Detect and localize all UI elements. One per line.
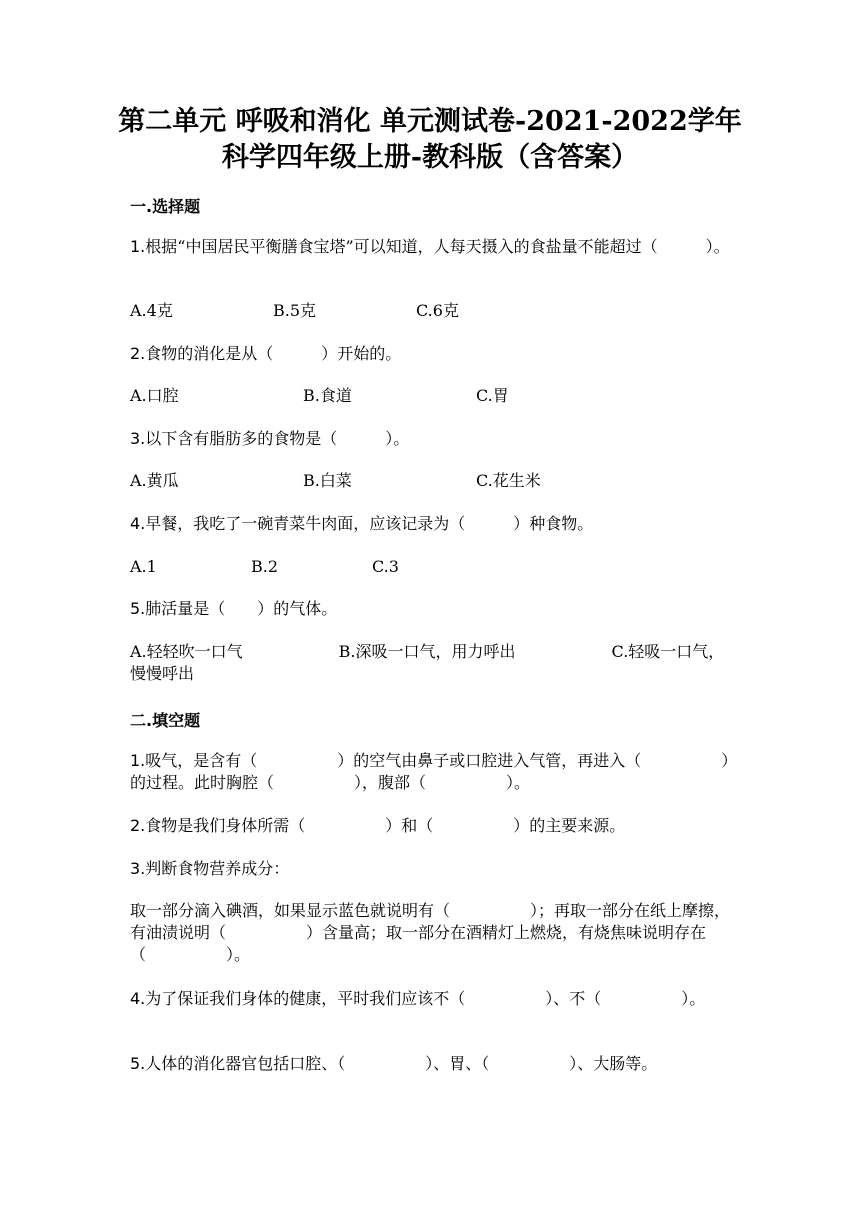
option-a: A.轻轻吹一口气 [130,642,243,661]
question-number: 2. [130,816,146,835]
question-3 [130,428,730,450]
question-text: 人体的消化器官包括口腔、（ ）、胃、（ ）、大肠等。 [145,1054,658,1073]
options-q5 [130,641,730,685]
section-heading-fill: 二.填空题 [130,711,201,730]
fill-question-3-detail [130,900,730,966]
question-text: 吸气，是含有（ ）的空气由鼻子或口腔进入气管，再进入（ ）的过程。此时胸腔（ ），腹部（ ）。 [130,751,730,792]
option-b: B.5克 [273,301,317,320]
question-text: 判断食物营养成分： [145,859,290,878]
option-c: C.6克 [416,301,459,320]
fill-question-1 [130,750,730,794]
fill-question-2 [130,815,730,837]
question-number: 4. [130,989,146,1008]
question-1 [130,236,730,258]
fill-question-3 [130,858,730,880]
option-a: A.口腔 [130,386,179,405]
question-text: 食物的消化是从（ ）开始的。 [145,344,402,363]
question-text: 根据“中国居民平衡膳食宝塔”可以知道，人每天摄入的食盐量不能超过（ ）。 [145,237,730,256]
title-line-1: 第二单元 呼吸和消化 单元测试卷-2021-2022学年 [118,106,742,137]
option-a: A.4克 [130,301,173,320]
question-text: 早餐，我吃了一碗青菜牛肉面，应该记录为（ ）种食物。 [145,514,594,533]
option-c: C.轻吸一口气，慢慢呼出 [130,642,725,683]
question-4 [130,513,730,535]
option-c: C.胃 [476,386,509,405]
question-text: 取一部分滴入碘酒，如果显示蓝色就说明有（ ）；再取一部分在纸上摩擦，有油渍说明（ ）含量高；取一部分在酒精灯上燃烧，有烧焦味说明存在（ ）。 [130,901,731,964]
option-b: B.深吸一口气，用力呼出 [338,642,516,661]
question-text: 食物是我们身体所需（ ）和（ ）的主要来源。 [145,816,626,835]
question-number: 1. [130,237,146,256]
option-b: B.白菜 [303,471,352,490]
question-number: 2. [130,344,146,363]
question-2 [130,343,730,365]
question-text: 为了保证我们身体的健康，平时我们应该不（ ）、不（ ）。 [145,989,706,1008]
question-text: 以下含有脂肪多的食物是（ ）。 [145,429,410,448]
question-number: 3. [130,859,146,878]
question-number: 3. [130,429,146,448]
question-5 [130,598,730,620]
question-number: 1. [130,751,146,770]
title-line-2: 科学四年级上册-教科版（含答案） [221,142,639,173]
question-number: 4. [130,514,146,533]
section-heading-choice: 一.选择题 [130,197,201,216]
option-a: A.1 [130,557,157,576]
option-c: C.花生米 [476,471,541,490]
document-title [0,104,860,176]
option-b: B.2 [251,557,279,576]
option-a: A.黄瓜 [130,471,179,490]
question-text: 肺活量是（ ）的气体。 [145,599,338,618]
question-number: 5. [130,599,146,618]
fill-question-5 [130,1053,730,1075]
option-b: B.食道 [303,386,352,405]
fill-question-4 [130,988,730,1010]
question-number: 5. [130,1054,146,1073]
option-c: C.3 [372,557,399,576]
